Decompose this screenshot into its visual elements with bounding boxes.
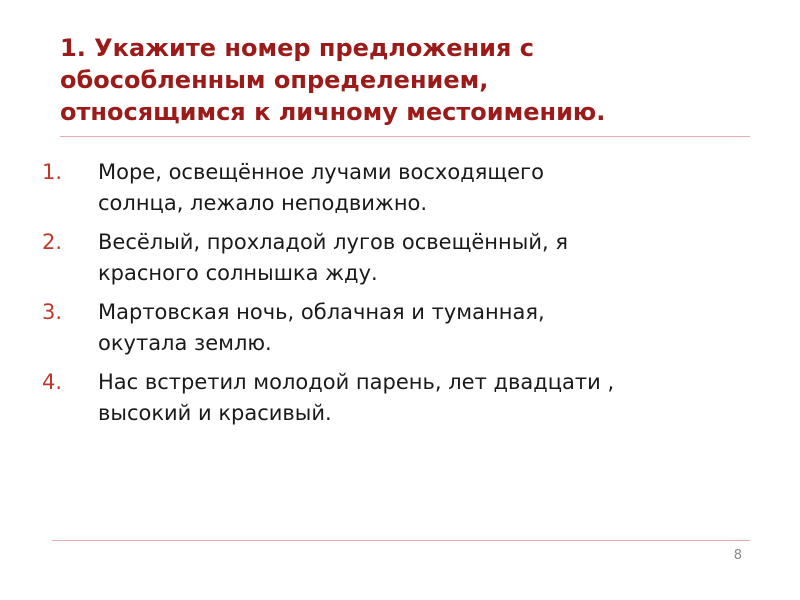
title-line: 1. Укажите номер предложения с <box>60 34 534 62</box>
slide-title <box>60 32 760 128</box>
sentence-item-3 <box>42 297 762 359</box>
item-line: красного солнышка жду. <box>98 261 378 285</box>
item-line: Весёлый, прохладой лугов освещённый, я <box>98 230 568 254</box>
item-number: 3. <box>42 300 63 324</box>
item-line: Нас встретил молодой парень, лет двадцати , <box>98 370 615 394</box>
page-number: 8 <box>733 548 742 563</box>
sentence-item-4 <box>42 367 762 429</box>
bottom-divider <box>52 540 750 541</box>
top-divider <box>60 136 750 137</box>
item-line: солнца, лежало неподвижно. <box>98 191 428 215</box>
item-line: Мартовская ночь, облачная и туманная, <box>98 300 545 324</box>
item-line: Море, освещённое лучами восходящего <box>98 160 544 184</box>
title-line: обособленным определением, <box>60 66 489 94</box>
item-number: 4. <box>42 370 63 394</box>
item-line: окутала землю. <box>98 331 272 355</box>
sentence-list <box>42 157 762 437</box>
sentence-item-2 <box>42 227 762 289</box>
title-line: относящимся к личному местоимению. <box>60 98 606 126</box>
item-line: высокий и красивый. <box>98 401 332 425</box>
item-number: 1. <box>42 160 63 184</box>
item-number: 2. <box>42 230 63 254</box>
sentence-item-1 <box>42 157 762 219</box>
